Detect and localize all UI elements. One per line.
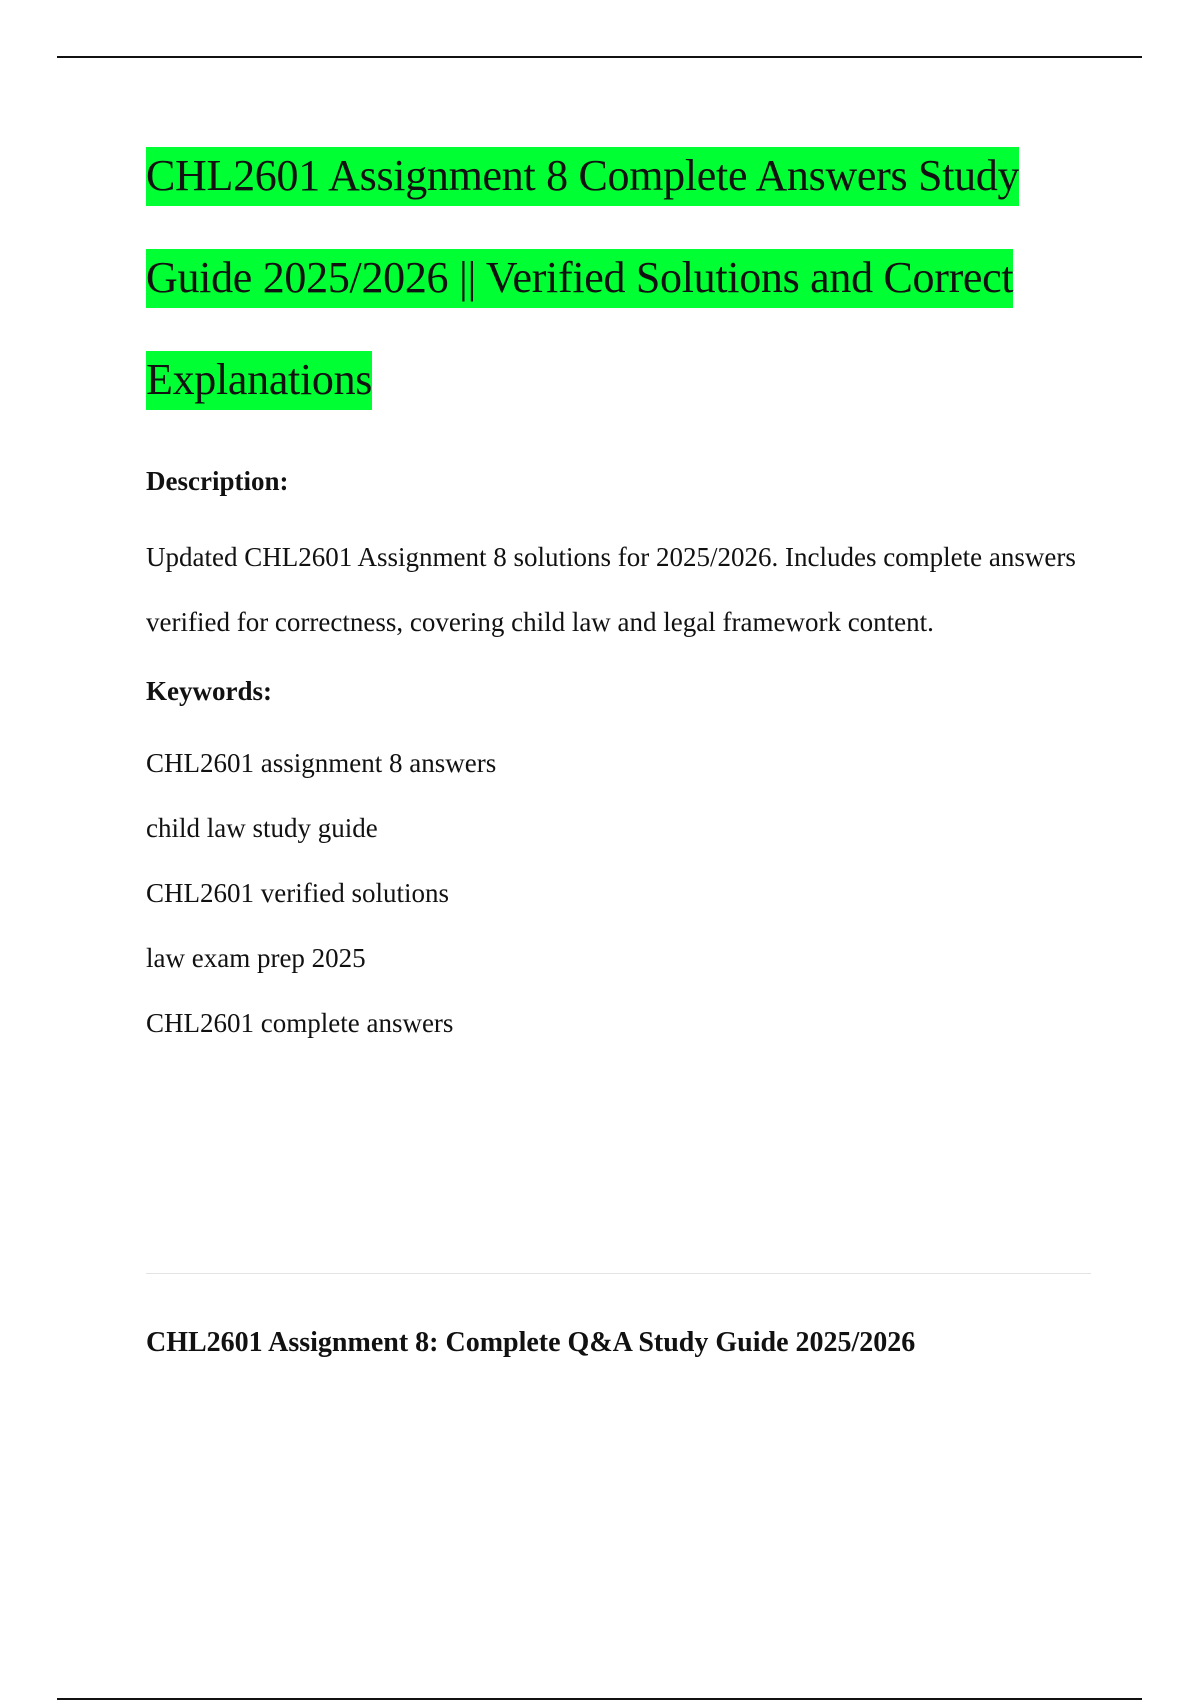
keywords-label: Keywords: [146, 676, 272, 706]
keyword-item: CHL2601 complete answers [146, 1008, 454, 1038]
title-block [146, 125, 1096, 431]
title-line: Guide 2025/2026 || Verified Solutions and Correct [146, 249, 1013, 308]
document-title [146, 125, 1096, 431]
title-line: CHL2601 Assignment 8 Complete Answers Study [146, 147, 1019, 206]
keyword-item: child law study guide [146, 813, 378, 843]
keyword-item: CHL2601 assignment 8 answers [146, 748, 497, 778]
title-line: Explanations [146, 351, 372, 410]
keywords-list [146, 731, 496, 1056]
keyword-item: CHL2601 verified solutions [146, 878, 449, 908]
header-rule [57, 56, 1142, 58]
description-text: Updated CHL2601 Assignment 8 solutions for 2025/2026. Includes complete answers verified for correctness, covering child law and legal framework content. [146, 542, 1076, 637]
keyword-item: law exam prep 2025 [146, 943, 366, 973]
section-divider [146, 1273, 1091, 1274]
section-heading: CHL2601 Assignment 8: Complete Q&A Study Guide 2025/2026 [146, 1327, 916, 1358]
description-label: Description: [146, 466, 289, 496]
page-content [146, 141, 1096, 1358]
